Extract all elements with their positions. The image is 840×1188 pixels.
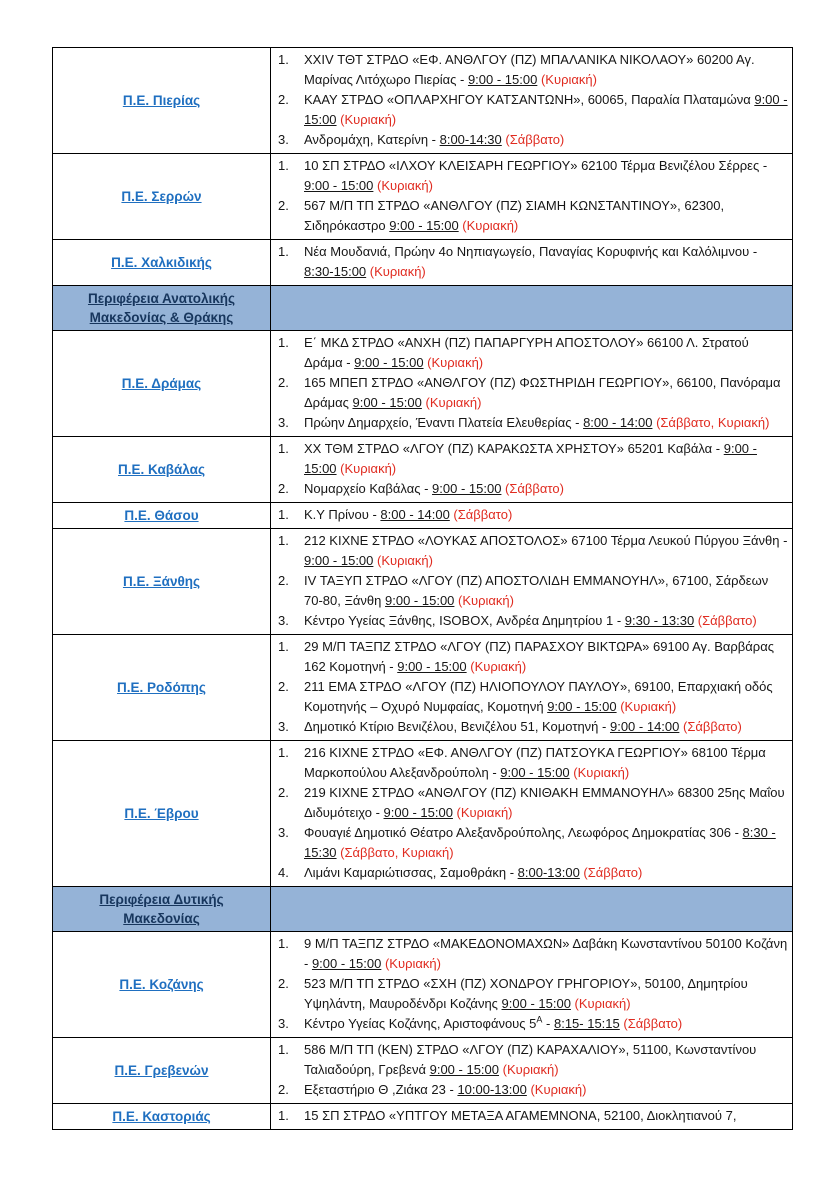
hours-text: 9:30 - 13:30: [624, 613, 695, 628]
hours-text: 9:00 - 15:00: [389, 218, 459, 233]
list-item: [278, 1040, 788, 1080]
region-link-serron[interactable]: Π.Ε. Σερρών: [121, 189, 202, 204]
day-text: (Σάββατο): [679, 719, 742, 734]
item-number: 3.: [278, 415, 289, 430]
item-text: [304, 717, 788, 737]
list-item: [278, 479, 788, 499]
item-number: 1.: [278, 533, 289, 548]
location-text: 165 ΜΠΕΠ ΣΤΡΔΟ «ΑΝΘΛΓΟΥ (ΠΖ) ΦΩΣΤΗΡΙΔΗ ΓΕΩΡΓΙΟΥ», 66100, Πανόραμα Δράμας: [304, 375, 781, 410]
item-text: [304, 637, 788, 677]
entries-cell-pierias: [271, 48, 793, 154]
section-header-label: Περιφέρεια Δυτικής Μακεδονίας: [99, 892, 224, 926]
region-row-dramas: [53, 331, 793, 437]
list-item: [278, 90, 788, 130]
section-header-cell: [53, 286, 271, 331]
location-text: 9 Μ/Π ΤΑΞΠΖ ΣΤΡΔΟ «ΜΑΚΕΔΟΝΟΜΑΧΩΝ» Δαβάκη Κωνσταντίνου 50100 Κοζάνη -: [304, 936, 788, 971]
item-text: [304, 863, 788, 883]
location-text: Νέα Μουδανιά, Πρώην 4ο Νηπιαγωγείο, Παναγίας Κορυφινής και Καλόλιμνου -: [304, 244, 758, 259]
entries-cell-chalkidikis: [271, 240, 793, 286]
region-row-thasou: [53, 503, 793, 529]
location-text: XXIV ΤΘΤ ΣΤΡΔΟ «ΕΦ. ΑΝΘΛΓΟΥ (ΠΖ) ΜΠΑΛΑΝΙΚΑ ΝΙΚΟΛΑΟΥ» 60200 Αγ. Μαρίνας Λιτόχωρο Πιερίας -: [304, 52, 755, 87]
list-item: [278, 1106, 788, 1126]
item-number: 2.: [278, 679, 289, 694]
location-text: Εξεταστήριο Θ ,Ζιάκα 23 -: [304, 1082, 458, 1097]
location-text: 219 ΚΙΧΝΕ ΣΤΡΔΟ «ΑΝΘΛΓΟΥ (ΠΖ) ΚΝΙΘΑΚΗ ΕΜΜΑΝΟΥΗΛ» 68300 25ης Μαΐου Διδυμότειχο -: [304, 785, 785, 820]
item-text: [304, 439, 788, 479]
day-text: (Κυριακή): [452, 805, 513, 820]
region-link-dramas[interactable]: Π.Ε. Δράμας: [121, 376, 202, 391]
item-text: [304, 242, 788, 282]
hours-text: 8:00 - 14:00: [380, 507, 450, 522]
entries-cell-xanthis: [271, 529, 793, 635]
item-number: 1.: [278, 639, 289, 654]
item-text: [304, 333, 788, 373]
regional-locations-table: [52, 47, 793, 1130]
day-text: (Κυριακή): [423, 355, 484, 370]
location-text: ΧΧ ΤΘΜ ΣΤΡΔΟ «ΛΓΟΥ (ΠΖ) ΚΑΡΑΚΩΣΤΑ ΧΡΗΣΤΟΥ» 65201 Καβάλα -: [304, 441, 724, 456]
day-text: (Σάββατο): [619, 1016, 683, 1031]
region-row-kozanis: [53, 932, 793, 1038]
day-text: (Κυριακή): [466, 659, 527, 674]
list-item: [278, 611, 788, 631]
list-item: [278, 743, 788, 783]
region-link-rodopis[interactable]: Π.Ε. Ροδόπης: [117, 680, 206, 695]
location-text: Νομαρχείο Καβάλας -: [304, 481, 433, 496]
item-number: 2.: [278, 198, 289, 213]
list-item: [278, 974, 788, 1014]
region-cell-dramas: [53, 331, 271, 437]
entries-cell-kavalas: [271, 437, 793, 503]
region-link-kastorias[interactable]: Π.Ε. Καστοριάς: [112, 1109, 211, 1124]
item-text: [304, 1106, 788, 1126]
hours-text: 8:15- 15:15: [553, 1016, 620, 1031]
hours-text: 9:00 - 15:00: [304, 92, 788, 127]
day-text: (Σάββατο): [694, 613, 757, 628]
hours-text: 9:00 - 15:00: [352, 395, 422, 410]
item-number: 1.: [278, 1042, 289, 1057]
hours-text: 9:00 - 15:00: [432, 481, 502, 496]
entries-cell-kastorias: [271, 1104, 793, 1130]
day-text: (Κυριακή): [454, 593, 514, 608]
hours-text: 8:00 - 14:00: [583, 415, 653, 430]
section-header-row-dytikis-makedonias: [53, 887, 793, 932]
list-item: [278, 505, 788, 525]
hours-text: 9:00 - 15:00: [547, 699, 617, 714]
region-row-xanthis: [53, 529, 793, 635]
item-number: 2.: [278, 785, 289, 800]
location-text: 216 ΚΙΧΝΕ ΣΤΡΔΟ «ΕΦ. ΑΝΘΛΓΟΥ (ΠΖ) ΠΑΤΣΟΥΚΑ ΓΕΩΡΓΙΟΥ» 68100 Τέρμα Μαρκοπούλου Αλεξανδρούπολη -: [304, 745, 766, 780]
hours-text: 9:00 - 15:00: [467, 72, 538, 87]
location-text: 15 ΣΠ ΣΤΡΔΟ «ΥΠΤΓΟΥ ΜΕΤΑΞΑ ΑΓΑΜΕΜΝΟΝΑ, 52100, Διοκλητιανού 7,: [304, 1108, 737, 1123]
hours-text: 9:00 - 15:00: [501, 996, 571, 1011]
list-item: [278, 783, 788, 823]
section-header-empty-cell: [271, 286, 793, 331]
location-text: Δημοτικό Κτίριο Βενιζέλου, Βενιζέλου 51, Κομοτηνή -: [304, 719, 610, 734]
hours-text: 9:00 - 15:00: [385, 593, 455, 608]
hours-text: 9:00 - 15:00: [397, 659, 467, 674]
day-text: (Κυριακή): [373, 178, 433, 193]
item-text: [304, 50, 788, 90]
day-text: (Κυριακή): [381, 956, 441, 971]
region-row-evrou: [53, 741, 793, 887]
item-number: 2.: [278, 481, 289, 496]
item-text: [304, 934, 788, 974]
region-link-kavalas[interactable]: Π.Ε. Καβάλας: [118, 462, 205, 477]
item-number: 2.: [278, 375, 289, 390]
item-text: [304, 90, 788, 130]
entries-cell-dramas: [271, 331, 793, 437]
location-text: 29 Μ/Π ΤΑΞΠΖ ΣΤΡΔΟ «ΛΓΟΥ (ΠΖ) ΠΑΡΑΣΧΟΥ ΒΙΚΤΩΡΑ» 69100 Αγ. Βαρβάρας 162 Κομοτηνή -: [304, 639, 774, 674]
item-number: 1.: [278, 745, 289, 760]
region-cell-pierias: [53, 48, 271, 154]
location-text: ΚΑΑΥ ΣΤΡΔΟ «ΟΠΛΑΡΧΗΓΟΥ ΚΑΤΣΑΝΤΩΝΗ», 60065, Παραλία Πλαταμώνα: [304, 92, 755, 107]
item-text: [304, 156, 788, 196]
item-text: [304, 531, 788, 571]
location-text: IV ΤΑΞΥΠ ΣΤΡΔΟ «ΛΓΟΥ (ΠΖ) ΑΠΟΣΤΟΛΙΔΗ ΕΜΜΑΝΟΥΗΛ», 67100, Σάρδεων 70-80, Ξάνθη: [304, 573, 769, 608]
list-item: [278, 823, 788, 863]
hours-text: 8:00-13:00: [517, 865, 580, 880]
hours-text: 9:00 - 15:00: [304, 553, 374, 568]
list-item: [278, 863, 788, 883]
location-text: Ε΄ ΜΚΔ ΣΤΡΔΟ «ΑΝΧΗ (ΠΖ) ΠΑΠΑΡΓΥΡΗ ΑΠΟΣΤΟΛΟΥ» 66100 Λ. Στρατού Δράμα -: [304, 335, 749, 370]
day-text: (Κυριακή): [366, 264, 426, 279]
item-text: [304, 823, 788, 863]
location-text: -: [542, 1016, 554, 1031]
list-item: [278, 571, 788, 611]
location-text: 10 ΣΠ ΣΤΡΔΟ «ΙΛΧΟΥ ΚΛΕΙΣΑΡΗ ΓΕΩΡΓΙΟΥ» 62100 Τέρμα Βενιζέλου Σέρρες -: [304, 158, 768, 173]
region-cell-evrou: [53, 741, 271, 887]
entries-cell-rodopis: [271, 635, 793, 741]
item-text: [304, 1014, 788, 1034]
entries-cell-grevenon: [271, 1038, 793, 1104]
region-link-evrou[interactable]: Π.Ε. Έβρου: [124, 806, 199, 821]
region-row-chalkidikis: [53, 240, 793, 286]
day-text: (Σάββατο): [501, 481, 564, 496]
item-number: 2.: [278, 976, 289, 991]
location-text: 211 ΕΜΑ ΣΤΡΔΟ «ΛΓΟΥ (ΠΖ) ΗΛΙΟΠΟΥΛΟΥ ΠΑΥΛΟΥ», 69100, Επαρχιακή οδός Κομοτηνής – Οχυρό Νυμφαίας, Κομοτηνή: [304, 679, 773, 714]
region-cell-kastorias: [53, 1104, 271, 1130]
region-cell-chalkidikis: [53, 240, 271, 286]
day-text: (Κυριακή): [569, 765, 630, 780]
item-number: 3.: [278, 132, 289, 147]
item-text: [304, 196, 788, 236]
day-text: (Κυριακή): [537, 72, 597, 87]
item-number: 3.: [278, 719, 289, 734]
entries-cell-evrou: [271, 741, 793, 887]
list-item: [278, 333, 788, 373]
location-text: 523 Μ/Π ΤΠ ΣΤΡΔΟ «ΣΧΗ (ΠΖ) ΧΟΝΔΡΟΥ ΓΡΗΓΟΡΙΟΥ», 50100, Δημητρίου Υψηλάντη, Μαυροδένδρι Κοζάνης: [304, 976, 748, 1011]
day-text: (Σάββατο, Κυριακή): [652, 415, 770, 430]
item-text: [304, 505, 788, 525]
day-text: (Κυριακή): [526, 1082, 587, 1097]
day-text: (Σάββατο): [449, 507, 513, 522]
list-item: [278, 156, 788, 196]
section-header-label: Περιφέρεια Ανατολικής Μακεδονίας & Θράκης: [87, 291, 236, 325]
region-cell-kavalas: [53, 437, 271, 503]
item-text: [304, 743, 788, 783]
day-text: (Κυριακή): [499, 1062, 559, 1077]
item-text: [304, 130, 788, 150]
item-text: [304, 479, 788, 499]
location-text: Κέντρο Υγείας Ξάνθης, ISOBOX, Ανδρέα Δημητρίου 1 -: [304, 613, 625, 628]
item-number: 1.: [278, 441, 289, 456]
location-text: 567 Μ/Π ΤΠ ΣΤΡΔΟ «ΑΝΘΛΓΟΥ (ΠΖ) ΣΙΑΜΗ ΚΩΝΣΤΑΝΤΙΝΟΥ», 62300, Σιδηρόκαστρο: [304, 198, 725, 233]
section-header-empty-cell: [271, 887, 793, 932]
hours-text: 8:00-14:30: [439, 132, 502, 147]
item-number: 3.: [278, 1016, 289, 1031]
list-item: [278, 677, 788, 717]
region-row-serron: [53, 154, 793, 240]
day-text: (Κυριακή): [336, 461, 397, 476]
entries-cell-kozanis: [271, 932, 793, 1038]
region-row-kavalas: [53, 437, 793, 503]
day-text: (Κυριακή): [458, 218, 519, 233]
list-item: [278, 196, 788, 236]
region-row-pierias: [53, 48, 793, 154]
region-row-kastorias: [53, 1104, 793, 1130]
hours-text: 9:00 - 15:00: [383, 805, 453, 820]
entries-cell-thasou: [271, 503, 793, 529]
item-text: [304, 571, 788, 611]
day-text: (Σάββατο): [579, 865, 643, 880]
hours-text: 9:00 - 15:00: [304, 441, 757, 476]
item-number: 1.: [278, 335, 289, 350]
region-link-kozanis[interactable]: Π.Ε. Κοζάνης: [119, 977, 204, 992]
item-number: 2.: [278, 573, 289, 588]
list-item: [278, 373, 788, 413]
hours-text: 9:00 - 15:00: [354, 355, 424, 370]
region-cell-grevenon: [53, 1038, 271, 1104]
region-link-grevenon[interactable]: Π.Ε. Γρεβενών: [114, 1063, 209, 1078]
day-text: (Κυριακή): [421, 395, 482, 410]
item-number: 4.: [278, 865, 289, 880]
day-text: (Κυριακή): [570, 996, 631, 1011]
location-text: Φουαγιέ Δημοτικό Θέατρο Αλεξανδρούπολης, Λεωφόρος Δημοκρατίας 306 -: [304, 825, 743, 840]
item-text: [304, 974, 788, 1014]
hours-text: 9:00 - 15:00: [500, 765, 570, 780]
item-number: 1.: [278, 507, 289, 522]
region-row-rodopis: [53, 635, 793, 741]
regional-locations-table-body: [53, 48, 793, 1130]
item-number: 1.: [278, 936, 289, 951]
item-number: 1.: [278, 52, 289, 67]
list-item: [278, 717, 788, 737]
item-text: [304, 373, 788, 413]
list-item: [278, 50, 788, 90]
day-text: (Κυριακή): [336, 112, 397, 127]
item-number: 2.: [278, 92, 289, 107]
item-text: [304, 1040, 788, 1080]
list-item: [278, 531, 788, 571]
entries-cell-serron: [271, 154, 793, 240]
list-item: [278, 637, 788, 677]
location-text: Α: [536, 1014, 543, 1025]
region-cell-kozanis: [53, 932, 271, 1038]
list-item: [278, 413, 788, 433]
location-text: Κέντρο Υγείας Κοζάνης, Αριστοφάνους 5: [304, 1016, 537, 1031]
section-header-row-anatolikis-makedonias-thrakis: [53, 286, 793, 331]
item-number: 1.: [278, 244, 289, 259]
location-text: Ανδρομάχη, Κατερίνη -: [304, 132, 440, 147]
item-text: [304, 1080, 788, 1100]
item-number: 1.: [278, 158, 289, 173]
region-cell-serron: [53, 154, 271, 240]
region-link-thasou[interactable]: Π.Ε. Θάσου: [124, 508, 199, 523]
hours-text: 8:30-15:00: [304, 264, 367, 279]
list-item: [278, 934, 788, 974]
list-item: [278, 439, 788, 479]
hours-text: 9:00 - 14:00: [609, 719, 680, 734]
day-text: (Σάββατο, Κυριακή): [336, 845, 454, 860]
hours-text: 10:00-13:00: [457, 1082, 527, 1097]
region-link-pierias[interactable]: Π.Ε. Πιερίας: [122, 93, 201, 108]
item-number: 3.: [278, 825, 289, 840]
list-item: [278, 130, 788, 150]
day-text: (Σάββατο): [501, 132, 565, 147]
region-link-chalkidikis[interactable]: Π.Ε. Χαλκιδικής: [111, 255, 212, 270]
item-text: [304, 611, 788, 631]
region-cell-xanthis: [53, 529, 271, 635]
region-link-xanthis[interactable]: Π.Ε. Ξάνθης: [122, 574, 201, 589]
region-cell-rodopis: [53, 635, 271, 741]
location-text: Λιμάνι Καμαριώτισσας, Σαμοθράκη -: [304, 865, 518, 880]
section-header-cell: [53, 887, 271, 932]
item-number: 3.: [278, 613, 289, 628]
item-number: 1.: [278, 1108, 289, 1123]
hours-text: 9:00 - 15:00: [429, 1062, 499, 1077]
location-text: Κ.Υ Πρίνου -: [304, 507, 381, 522]
location-text: 212 ΚΙΧΝΕ ΣΤΡΔΟ «ΛΟΥΚΑΣ ΑΠΟΣΤΟΛΟΣ» 67100 Τέρμα Λευκού Πύργου Ξάνθη -: [304, 533, 788, 548]
day-text: (Κυριακή): [616, 699, 677, 714]
region-row-grevenon: [53, 1038, 793, 1104]
region-cell-thasou: [53, 503, 271, 529]
list-item: [278, 242, 788, 282]
item-number: 2.: [278, 1082, 289, 1097]
list-item: [278, 1080, 788, 1100]
location-text: 586 Μ/Π ΤΠ (ΚΕΝ) ΣΤΡΔΟ «ΛΓΟΥ (ΠΖ) ΚΑΡΑΧΑΛΙΟΥ», 51100, Κωνσταντίνου Ταλιαδούρη, Γρεβενά: [304, 1042, 757, 1077]
hours-text: 8:30 - 15:30: [304, 825, 776, 860]
item-text: [304, 677, 788, 717]
hours-text: 9:00 - 15:00: [311, 956, 382, 971]
list-item: [278, 1014, 788, 1034]
day-text: (Κυριακή): [373, 553, 433, 568]
location-text: Πρώην Δημαρχείο, Έναντι Πλατεία Ελευθερίας -: [304, 415, 584, 430]
hours-text: 9:00 - 15:00: [304, 178, 374, 193]
item-text: [304, 783, 788, 823]
item-text: [304, 413, 788, 433]
